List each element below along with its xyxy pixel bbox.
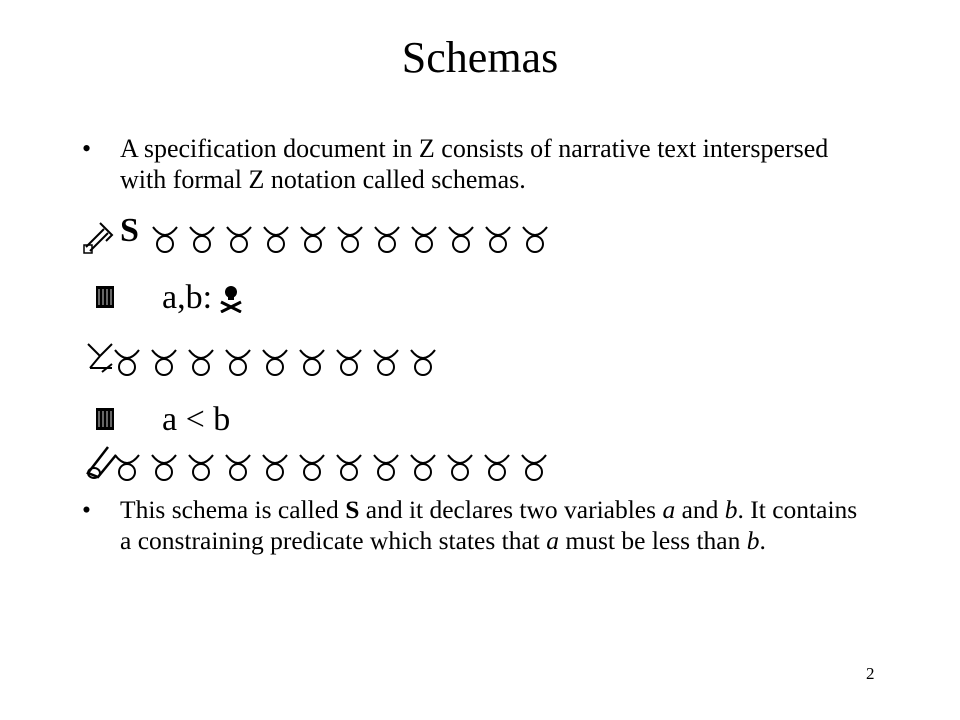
schema-border-glyph-icon — [260, 443, 290, 483]
schema-separator-corner-icon — [82, 338, 116, 378]
schema-border-glyph-icon — [297, 338, 327, 378]
bullet-explanation-text — [120, 494, 862, 556]
text-segment: b — [746, 526, 760, 555]
schema-border-glyph-icon — [409, 215, 439, 255]
schema-border-glyph-icon — [297, 443, 327, 483]
text-segment: . It contains a constraining predicate which states that — [120, 495, 858, 555]
bullet-explanation — [82, 494, 862, 556]
schema-border-glyph-icon — [187, 215, 217, 255]
schema-border-glyph-icon — [520, 215, 550, 255]
page-number: 2 — [866, 664, 875, 683]
schema-bar-marker-icon — [92, 406, 118, 432]
schema-bottom-border — [112, 443, 556, 483]
bullet-intro-text: A specification document in Z consists of narrative text interspersed with formal Z notation called schemas. — [120, 134, 829, 194]
bullet-marker: • — [82, 495, 91, 524]
schema-border-glyph-icon — [483, 215, 513, 255]
schema-bar-marker-icon — [92, 284, 118, 310]
schema-border-glyph-icon — [408, 338, 438, 378]
schema-border-glyph-icon — [408, 443, 438, 483]
slide-title: Schemas — [401, 33, 559, 82]
schema-border-glyph-icon — [372, 215, 402, 255]
schema-border-glyph-icon — [371, 338, 401, 378]
schema-top-border — [150, 215, 557, 255]
schema-border-glyph-icon — [112, 338, 142, 378]
schema-name: S — [120, 212, 139, 249]
schema-border-glyph-icon — [371, 443, 401, 483]
schema-border-glyph-icon — [149, 338, 179, 378]
text-segment: and — [675, 495, 725, 524]
schema-border-glyph-icon — [112, 443, 142, 483]
schema-border-glyph-icon — [261, 215, 291, 255]
schema-border-glyph-icon — [334, 443, 364, 483]
schema-border-glyph-icon — [223, 443, 253, 483]
bullet-marker: • — [82, 134, 92, 163]
schema-border-glyph-icon — [335, 215, 365, 255]
schema-border-glyph-icon — [150, 215, 180, 255]
schema-border-glyph-icon — [224, 215, 254, 255]
text-segment: b — [724, 495, 738, 524]
text-segment: This schema is called — [120, 495, 346, 524]
schema-predicate: a < b — [162, 401, 231, 438]
schema-border-glyph-icon — [149, 443, 179, 483]
schema-border-glyph-icon — [223, 338, 253, 378]
schema-border-glyph-icon — [482, 443, 512, 483]
schema-border-glyph-icon — [446, 215, 476, 255]
bullet-intro — [82, 133, 862, 195]
schema-separator — [112, 338, 445, 378]
schema-border-glyph-icon — [186, 443, 216, 483]
text-segment: . — [759, 526, 766, 555]
text-segment: and it declares two variables — [359, 495, 663, 524]
text-segment: S — [345, 495, 360, 524]
text-segment: a — [662, 495, 676, 524]
schema-border-glyph-icon — [519, 443, 549, 483]
schema-border-glyph-icon — [260, 338, 290, 378]
schema-declaration: a,b: — [162, 279, 213, 316]
schema-border-glyph-icon — [186, 338, 216, 378]
text-segment: must be less than — [559, 526, 747, 555]
schema-top-corner-icon — [82, 215, 118, 255]
schema-border-glyph-icon — [298, 215, 328, 255]
schema-border-glyph-icon — [334, 338, 364, 378]
text-segment: a — [546, 526, 560, 555]
natural-numbers-icon — [216, 283, 246, 313]
schema-border-glyph-icon — [445, 443, 475, 483]
